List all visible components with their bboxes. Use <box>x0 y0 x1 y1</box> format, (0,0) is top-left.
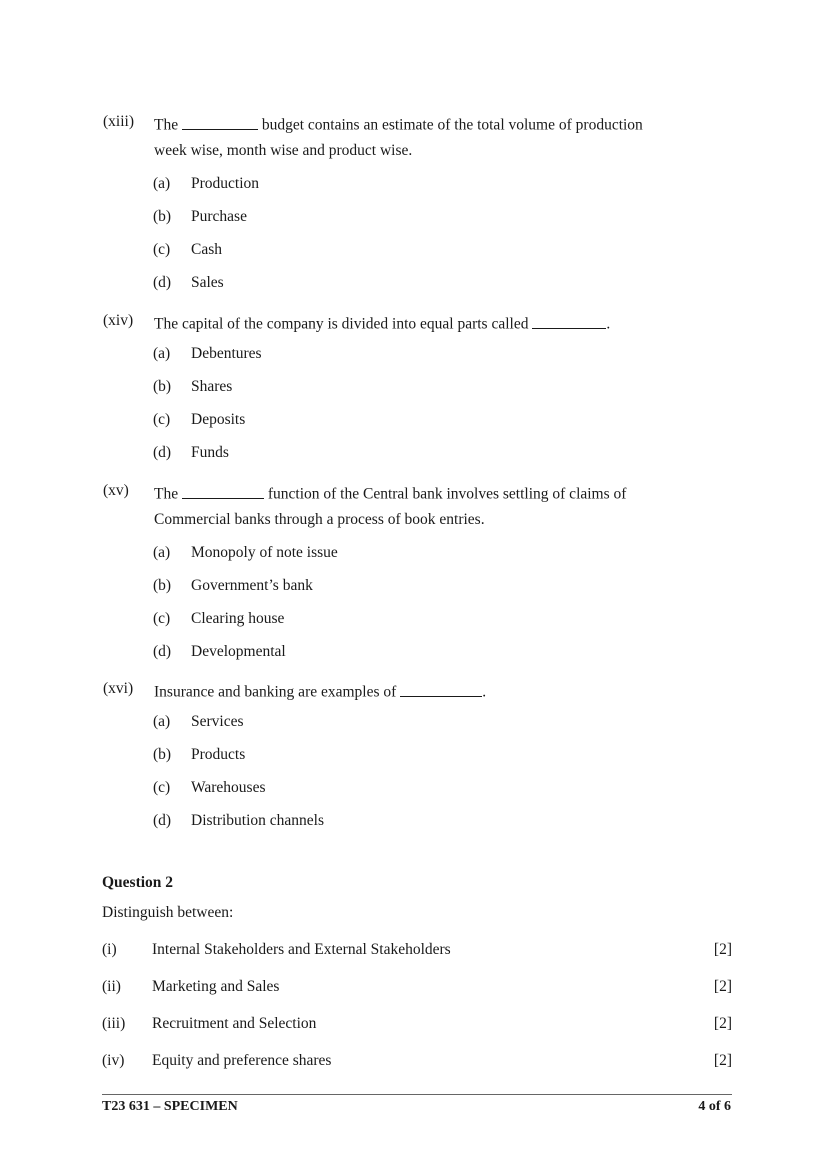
option-text: Funds <box>191 444 229 461</box>
option-text: Production <box>191 175 260 192</box>
subquestion-text: Marketing and Sales <box>152 978 280 995</box>
answer-blank <box>400 680 482 697</box>
question-text-line1: The capital of the company is divided into equal parts called . <box>154 312 610 334</box>
option-letter: (b) <box>153 577 172 594</box>
option-text: Products <box>191 746 246 763</box>
marks: [2] <box>713 941 732 958</box>
option-letter: (c) <box>153 411 171 428</box>
subquestion-text: Recruitment and Selection <box>152 1015 317 1032</box>
option-letter: (a) <box>153 345 171 362</box>
marks: [2] <box>713 978 732 995</box>
question-text-line1: The function of the Central bank involves settling of claims of <box>154 482 626 504</box>
question-number: (xvi) <box>103 680 134 697</box>
option-letter: (b) <box>153 208 172 225</box>
option-letter: (a) <box>153 713 171 730</box>
answer-blank <box>182 113 258 130</box>
question-intro: Distinguish between: <box>102 904 234 921</box>
option-letter: (b) <box>153 378 172 395</box>
answer-blank <box>182 482 264 499</box>
option-letter: (a) <box>153 175 171 192</box>
subquestion-number: (i) <box>102 941 117 958</box>
marks: [2] <box>713 1052 732 1069</box>
option-text: Monopoly of note issue <box>191 544 338 561</box>
option-text: Deposits <box>191 411 246 428</box>
option-text: Clearing house <box>191 610 285 627</box>
question-number: (xiv) <box>103 312 134 329</box>
option-text: Developmental <box>191 643 286 660</box>
page-number: 4 of 6 <box>698 1099 731 1114</box>
option-text: Shares <box>191 378 233 395</box>
question-text-line1: The budget contains an estimate of the total volume of production <box>154 113 643 135</box>
option-letter: (a) <box>153 544 171 561</box>
option-letter: (d) <box>153 643 172 660</box>
question-number: (xiii) <box>103 113 134 130</box>
answer-blank <box>532 312 606 329</box>
footer-divider <box>102 1094 732 1095</box>
option-text: Distribution channels <box>191 812 325 829</box>
option-letter: (d) <box>153 274 172 291</box>
option-letter: (d) <box>153 444 172 461</box>
option-text: Cash <box>191 241 222 258</box>
option-text: Purchase <box>191 208 247 225</box>
option-text: Warehouses <box>191 779 266 796</box>
option-letter: (c) <box>153 241 171 258</box>
option-letter: (d) <box>153 812 172 829</box>
option-text: Sales <box>191 274 224 291</box>
question-heading: Question 2 <box>102 874 174 891</box>
subquestion-number: (iv) <box>102 1052 125 1069</box>
option-letter: (c) <box>153 610 171 627</box>
option-text: Services <box>191 713 244 730</box>
option-text: Debentures <box>191 345 262 362</box>
question-number: (xv) <box>103 482 129 499</box>
option-letter: (b) <box>153 746 172 763</box>
subquestion-text: Equity and preference shares <box>152 1052 332 1069</box>
paper-code: T23 631 – SPECIMEN <box>102 1099 238 1114</box>
question-text-line2: Commercial banks through a process of book entries. <box>154 511 485 528</box>
question-text-line1: Insurance and banking are examples of . <box>154 680 486 702</box>
subquestion-number: (iii) <box>102 1015 126 1032</box>
marks: [2] <box>713 1015 732 1032</box>
option-letter: (c) <box>153 779 171 796</box>
question-text-line2: week wise, month wise and product wise. <box>154 142 413 159</box>
subquestion-text: Internal Stakeholders and External Stakeholders <box>152 941 451 958</box>
subquestion-number: (ii) <box>102 978 121 995</box>
option-text: Government’s bank <box>191 577 313 594</box>
